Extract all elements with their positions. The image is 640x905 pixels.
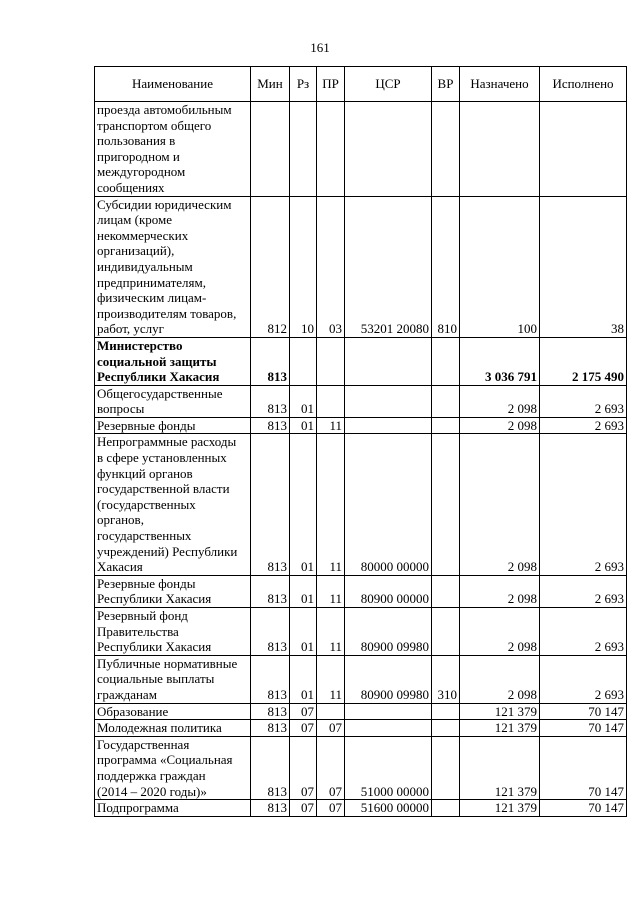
cell-naznacheno: 2 098 xyxy=(460,655,540,703)
cell-name xyxy=(95,703,251,720)
cell-naznacheno: 3 036 791 xyxy=(460,337,540,385)
cell-vr: 310 xyxy=(432,655,460,703)
table-row xyxy=(95,196,627,337)
cell-pr: 11 xyxy=(317,608,345,656)
cell-ispolneno: 70 147 xyxy=(540,736,627,799)
cell-name-line: Резервный фонд xyxy=(97,608,188,623)
cell-csr: 53201 20080 xyxy=(345,196,432,337)
cell-min: 813 xyxy=(251,608,290,656)
table-row xyxy=(95,800,627,817)
cell-name-line: Резервные фонды xyxy=(97,417,196,433)
cell-vr xyxy=(432,385,460,417)
cell-name-line: органов, xyxy=(97,512,144,528)
cell-min: 813 xyxy=(251,736,290,799)
cell-rz: 07 xyxy=(290,736,317,799)
cell-ispolneno: 70 147 xyxy=(540,800,627,817)
header-pr: ПР xyxy=(317,67,345,102)
cell-naznacheno: 121 379 xyxy=(460,736,540,799)
header-min: Мин xyxy=(251,67,290,102)
table-row xyxy=(95,575,627,607)
header-csr: ЦСР xyxy=(345,67,432,102)
header-naznacheno: Назначено xyxy=(460,67,540,102)
cell-name xyxy=(95,434,251,575)
cell-name-line: Хакасия xyxy=(97,559,143,575)
cell-vr xyxy=(432,434,460,575)
cell-rz: 01 xyxy=(290,385,317,417)
cell-rz: 07 xyxy=(290,800,317,817)
cell-name-line: Образование xyxy=(97,703,169,719)
header-ispolneno: Исполнено xyxy=(540,67,627,102)
cell-naznacheno: 2 098 xyxy=(460,575,540,607)
cell-name xyxy=(95,608,251,656)
cell-csr: 80000 00000 xyxy=(345,434,432,575)
table-body xyxy=(95,102,627,817)
cell-pr: 07 xyxy=(317,736,345,799)
cell-name-line: пользования в xyxy=(97,133,176,149)
header-vr: ВР xyxy=(432,67,460,102)
cell-pr xyxy=(317,703,345,720)
cell-name-line: Республики Хакасия xyxy=(97,591,212,607)
table-row xyxy=(95,417,627,434)
cell-name-line: предпринимателям, xyxy=(97,274,206,290)
cell-name-line: проезда автомобильным xyxy=(97,102,232,117)
cell-name-line: Республики Хакасия xyxy=(97,639,212,655)
cell-vr: 810 xyxy=(432,196,460,337)
cell-name xyxy=(95,385,251,417)
cell-min: 812 xyxy=(251,196,290,337)
cell-ispolneno: 2 693 xyxy=(540,608,627,656)
cell-ispolneno: 2 693 xyxy=(540,385,627,417)
cell-name-line: лицам (кроме xyxy=(97,212,173,228)
cell-pr: 11 xyxy=(317,575,345,607)
cell-name-line: в сфере установленных xyxy=(97,450,227,466)
table-row xyxy=(95,608,627,656)
cell-min: 813 xyxy=(251,655,290,703)
cell-name-line: сообщениях xyxy=(97,179,165,195)
cell-ispolneno: 2 693 xyxy=(540,655,627,703)
cell-rz: 01 xyxy=(290,608,317,656)
cell-min: 813 xyxy=(251,337,290,385)
cell-rz: 10 xyxy=(290,196,317,337)
cell-name-line: государственных xyxy=(97,528,192,544)
cell-min: 813 xyxy=(251,575,290,607)
cell-vr xyxy=(432,800,460,817)
page-number: 161 xyxy=(310,40,330,55)
cell-csr xyxy=(345,102,432,197)
cell-name-line: Общегосударственные xyxy=(97,385,223,401)
cell-name-line: физическим лицам- xyxy=(97,290,207,306)
cell-ispolneno: 2 693 xyxy=(540,434,627,575)
cell-name-line: социальной защиты xyxy=(97,353,217,369)
cell-ispolneno: 38 xyxy=(540,196,627,337)
cell-naznacheno: 121 379 xyxy=(460,800,540,817)
cell-pr xyxy=(317,102,345,197)
cell-name-line: учреждений) Республики xyxy=(97,543,238,559)
cell-name xyxy=(95,196,251,337)
cell-min: 813 xyxy=(251,800,290,817)
cell-naznacheno: 121 379 xyxy=(460,720,540,737)
cell-rz: 01 xyxy=(290,655,317,703)
table-row xyxy=(95,736,627,799)
table-row xyxy=(95,655,627,703)
table-row xyxy=(95,385,627,417)
cell-naznacheno xyxy=(460,102,540,197)
cell-csr: 80900 00000 xyxy=(345,575,432,607)
table-row xyxy=(95,337,627,385)
cell-min: 813 xyxy=(251,703,290,720)
cell-rz: 07 xyxy=(290,720,317,737)
cell-ispolneno: 2 175 490 xyxy=(540,337,627,385)
cell-name xyxy=(95,736,251,799)
cell-pr: 11 xyxy=(317,417,345,434)
table-row xyxy=(95,720,627,737)
cell-pr: 11 xyxy=(317,434,345,575)
cell-name-line: социальные выплаты xyxy=(97,671,215,687)
cell-csr xyxy=(345,337,432,385)
cell-vr xyxy=(432,417,460,434)
cell-name xyxy=(95,800,251,817)
cell-min: 813 xyxy=(251,417,290,434)
cell-name xyxy=(95,720,251,737)
cell-vr xyxy=(432,337,460,385)
cell-ispolneno: 70 147 xyxy=(540,703,627,720)
cell-rz: 01 xyxy=(290,575,317,607)
cell-naznacheno: 121 379 xyxy=(460,703,540,720)
cell-name-line: некоммерческих xyxy=(97,227,189,243)
cell-vr xyxy=(432,608,460,656)
cell-name xyxy=(95,337,251,385)
table-header-row xyxy=(95,67,627,102)
cell-csr: 51600 00000 xyxy=(345,800,432,817)
cell-name xyxy=(95,102,251,197)
cell-name-line: пригородном и xyxy=(97,148,180,164)
cell-naznacheno: 2 098 xyxy=(460,608,540,656)
cell-min: 813 xyxy=(251,720,290,737)
cell-rz: 07 xyxy=(290,703,317,720)
cell-vr xyxy=(432,720,460,737)
cell-csr: 80900 09980 xyxy=(345,608,432,656)
cell-name-line: государственной власти xyxy=(97,481,230,497)
cell-name-line: Правительства xyxy=(97,623,179,639)
cell-rz xyxy=(290,337,317,385)
cell-csr xyxy=(345,703,432,720)
cell-pr xyxy=(317,337,345,385)
cell-rz: 01 xyxy=(290,434,317,575)
cell-name xyxy=(95,575,251,607)
cell-name-line: вопросы xyxy=(97,401,145,417)
cell-name-line: Непрограммные расходы xyxy=(97,434,237,450)
cell-vr xyxy=(432,703,460,720)
cell-name-line: Молодежная политика xyxy=(97,720,222,736)
table-row xyxy=(95,703,627,720)
budget-table xyxy=(94,66,627,817)
cell-csr xyxy=(345,720,432,737)
cell-csr xyxy=(345,385,432,417)
cell-ispolneno: 2 693 xyxy=(540,575,627,607)
cell-name-line: Подпрограмма xyxy=(97,800,179,816)
cell-ispolneno xyxy=(540,102,627,197)
table-row xyxy=(95,434,627,575)
cell-csr: 51000 00000 xyxy=(345,736,432,799)
cell-vr xyxy=(432,736,460,799)
cell-name-line: гражданам xyxy=(97,686,157,702)
cell-naznacheno: 100 xyxy=(460,196,540,337)
cell-name-line: производителям товаров, xyxy=(97,305,237,321)
cell-vr xyxy=(432,575,460,607)
cell-name xyxy=(95,417,251,434)
cell-rz: 01 xyxy=(290,417,317,434)
cell-name-line: транспортом общего xyxy=(97,117,212,133)
cell-naznacheno: 2 098 xyxy=(460,434,540,575)
cell-name-line: организаций), xyxy=(97,243,175,259)
cell-name-line: междугородном xyxy=(97,164,186,180)
cell-pr xyxy=(317,385,345,417)
cell-pr: 07 xyxy=(317,800,345,817)
cell-pr: 03 xyxy=(317,196,345,337)
cell-name-line: Субсидии юридическим xyxy=(97,196,232,212)
cell-pr: 11 xyxy=(317,655,345,703)
cell-name-line: Министерство xyxy=(97,337,183,353)
cell-csr xyxy=(345,417,432,434)
cell-name-line: поддержка граждан xyxy=(97,767,206,783)
cell-ispolneno: 2 693 xyxy=(540,417,627,434)
cell-min: 813 xyxy=(251,434,290,575)
cell-name-line: (государственных xyxy=(97,496,196,512)
cell-name-line: программа «Социальная xyxy=(97,752,233,768)
cell-vr xyxy=(432,102,460,197)
cell-csr: 80900 09980 xyxy=(345,655,432,703)
header-rz: Рз xyxy=(290,67,317,102)
cell-ispolneno: 70 147 xyxy=(540,720,627,737)
cell-min: 813 xyxy=(251,385,290,417)
cell-name xyxy=(95,655,251,703)
cell-rz xyxy=(290,102,317,197)
cell-name-line: Резервные фонды xyxy=(97,575,196,591)
cell-name-line: Республики Хакасия xyxy=(97,369,220,385)
cell-naznacheno: 2 098 xyxy=(460,417,540,434)
cell-naznacheno: 2 098 xyxy=(460,385,540,417)
cell-name-line: Государственная xyxy=(97,736,190,752)
cell-name-line: функций органов xyxy=(97,465,193,481)
header-name: Наименование xyxy=(95,67,251,102)
cell-name-line: работ, услуг xyxy=(97,321,165,337)
cell-pr: 07 xyxy=(317,720,345,737)
cell-name-line: Публичные нормативные xyxy=(97,655,238,671)
cell-min xyxy=(251,102,290,197)
cell-name-line: индивидуальным xyxy=(97,258,193,274)
cell-name-line: (2014 – 2020 годы)» xyxy=(97,783,207,799)
table-row xyxy=(95,102,627,197)
